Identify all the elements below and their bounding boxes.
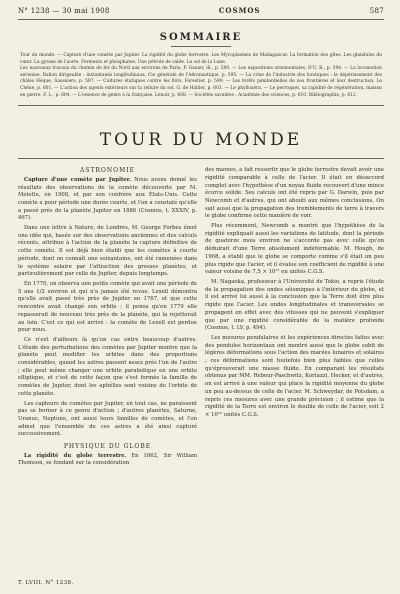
article-columns xyxy=(18,167,384,470)
article-paragraph: M. Nagaoka, professeur à l'Université de Tokio, a repris l'étude de la propagation des ondes séismiques à l'intérieur du globe, et il est arrivé lui aussi à la conclusion que la Terre doit être plus rigide que l'acier. Les ondes longitudinales et transversales se propagent en effet avec des vitesses qui ne peuvent s'expliquer que par une rigidité considérable de la matière profonde (Cosmos, t. LV, p. 494). xyxy=(205,279,384,332)
summary-divider xyxy=(171,46,231,47)
left-column xyxy=(18,167,197,470)
issue-number: N° 1238 — 30 mai 1908 xyxy=(18,7,110,15)
summary-body xyxy=(20,53,382,99)
summary-title: SOMMAIRE xyxy=(159,32,243,43)
article-paragraph: des marées, a fait ressortir que le globe terrestre devait avoir une rigidité comparable à celle de l'acier. Il était en désaccord complet avec l'hypothèse d'un noyau fluide recouvert d'une mince écorce solide. Ses calculs ont été repris par G. Darwin, puis par Newcomb et d'autres, qui ont abouti aux mêmes conclusions. On sait aussi que la propagation des tremblements de terre à travers le globe confirme cette manière de voir. xyxy=(205,167,384,220)
volume-signature: T. LVIII. N° 1238. xyxy=(18,580,74,586)
article-text: En 1862, Sir William Thomson, se fondant sur la considération xyxy=(18,452,197,467)
article-paragraph: Les mesures pendulaires et les expériences directes faites avec des pendules horizontaux ont montré aussi que le globe subit de légères déformations sous l'action des marées lunaires et solaires ; ces déformations sont toutefois bien plus faibles que celles qu'éprouverait une masse fluide. En comparant les résultats obtenus par MM. Rebeur-Paschwitz, Kortazzi, Hecker, et d'autres, on est arrivé à une valeur qui place la rigidité moyenne du globe un peu au-dessus de celle de l'acier. M. Schweydar, de Potsdam, a repris ces mesures avec une grande précision ; il estime que la rigidité de la Terre est environ le double de celle de l'acier, soit 2 × 10¹² unités C.G.S. xyxy=(205,334,384,418)
article-title: La rigidité du globe terrestre. xyxy=(24,452,127,459)
article-text: Nous avons donné les résultats des observations de la comète découverte par M. Melotte, en 1908, et par son confrère aux États-Unis. Cette comète a pour période une durée courte, et l'on a constaté qu'elle a passé près de la planète Jupiter en 1886 (Cosmos, t. XXXIV, p. 467). xyxy=(18,176,197,222)
article-paragraph xyxy=(18,453,197,468)
journal-name: COSMOS xyxy=(218,6,261,15)
article-title: Capture d'une comète par Jupiter. xyxy=(24,176,131,183)
article-paragraph: Dans une lettre à Nature, de Londres, M. George Forbes émet une idée qui, basée sur des observations anciennes et des calculs récents, attribue à l'action de la planète la capture définitive de cette comète. Il est déjà bien établi que les comètes à courte période, dont on connaît une soixantaine, ont été ramenées dans le système solaire par l'attraction des grosses planètes, et particulièrement par celle de Jupiter, depuis longtemps. xyxy=(18,225,197,278)
section-heading-physique: PHYSIQUE DU GLOBE xyxy=(63,443,152,451)
article-paragraph xyxy=(18,177,197,223)
page-footer xyxy=(18,580,384,586)
right-column xyxy=(205,167,384,470)
section-heading-astronomie: ASTRONOMIE xyxy=(80,167,135,175)
summary-paragraph: Les nouveaux travaux du chemin de fer du Nord aux environs de Paris, P. Ganier, ill., p. 590. — Les expositions ornementales, D'U. B., p. 594. — La locomotion aérienne. Ballon dirigeable : instantanés longitudinaux, Cie générale de l'Aéronautique, p. 595. — La crise de l'industrie des boutiques : le dépérissement des châles Hèque, Saussiers, p. 597. — Cultures étatiques contre les flots, Forestier, p. 599. — Les forêts pénitentielles de nos frontières et leur destruction, Le Chêne, p. 601. — L'action des agents extérieurs sur la reliure du sol, G. de Hallier, p. 603. — Le phylloxéra. — Le perroquet, sa rapidité de régénération, maison en pierre, F. L., p. 604. — L'essence de genre à la française, Lenoir, p. 608. — Sociétés savantes : Académie des sciences, p. 610. Bibliographie, p. 612. xyxy=(20,66,382,98)
article-paragraph: Les capteurs de comètes par Jupiter, en tout cas, ne paraissent pas se borner à ce genre d'action ; d'autres planètes, Saturne, Uranus, Neptune, ont aussi leurs familles de comètes, et l'on admet que l'ensemble de ces astres a été ainsi capturé successivement. xyxy=(18,400,197,438)
page xyxy=(18,6,384,588)
summary-paragraph: Tour du monde. — Capture d'une comète par Jupiter. La rigidité du globe terrestre. Les Mycoplasmes de Madagascar. La formation des gîtes. Les glandules du cœur. La gyrase de l'aorte. Ferments et phosphates. Une pétrole de sable. Le sol de la Lune. xyxy=(20,53,382,65)
page-number: 587 xyxy=(369,7,384,15)
article-paragraph: En 1770, on observa une petite comète qui avait une période de 5 ans 1/2 environ et qui n'a jamais été revue. Lexell démontra qu'elle avait passé très près de Jupiter en 1767, et que cette rencontre avait changé son orbite ; il pensa qu'en 1779 elle repasserait de nouveau très près de la planète, qui la rejetterait au loin. C'est ce qui est arrivé : la comète de Lexell est perdue pour nous. xyxy=(18,281,197,334)
section-title: TOUR DU MONDE xyxy=(99,130,303,151)
running-head xyxy=(18,6,384,20)
article-paragraph: Plus récemment, Newcomb a montré que l'hypothèse de la rigidité expliquait aussi les variations de latitude, dont la période de quatorze mois environ ne s'accorde pas avec celle qu'on déduirait d'une Terre absolument indéformable. M. Hough, de 1908, a établi que le globe se comporte comme s'il était un peu plus rigide que l'acier, et il évalue son coefficient de rigidité à une valeur voisine de 7,5 × 10¹¹ en unités C.G.S. xyxy=(205,223,384,276)
summary-end-rule xyxy=(18,105,384,106)
article-paragraph: Ce n'est d'ailleurs là qu'un cas entre beaucoup d'autres. L'étude des perturbations des comètes par Jupiter montre que la planète peut modifier les orbites dans des proportions considérables, quand les astres passent assez près l'un de l'autre ; elle peut même changer une orbite parabolique en une orbite elliptique, et c'est de cette façon que s'est formée la famille de comètes de Jupiter, dont les aphélies sont voisins de l'orbite de cette planète. xyxy=(18,336,197,397)
title-divider xyxy=(18,158,384,159)
